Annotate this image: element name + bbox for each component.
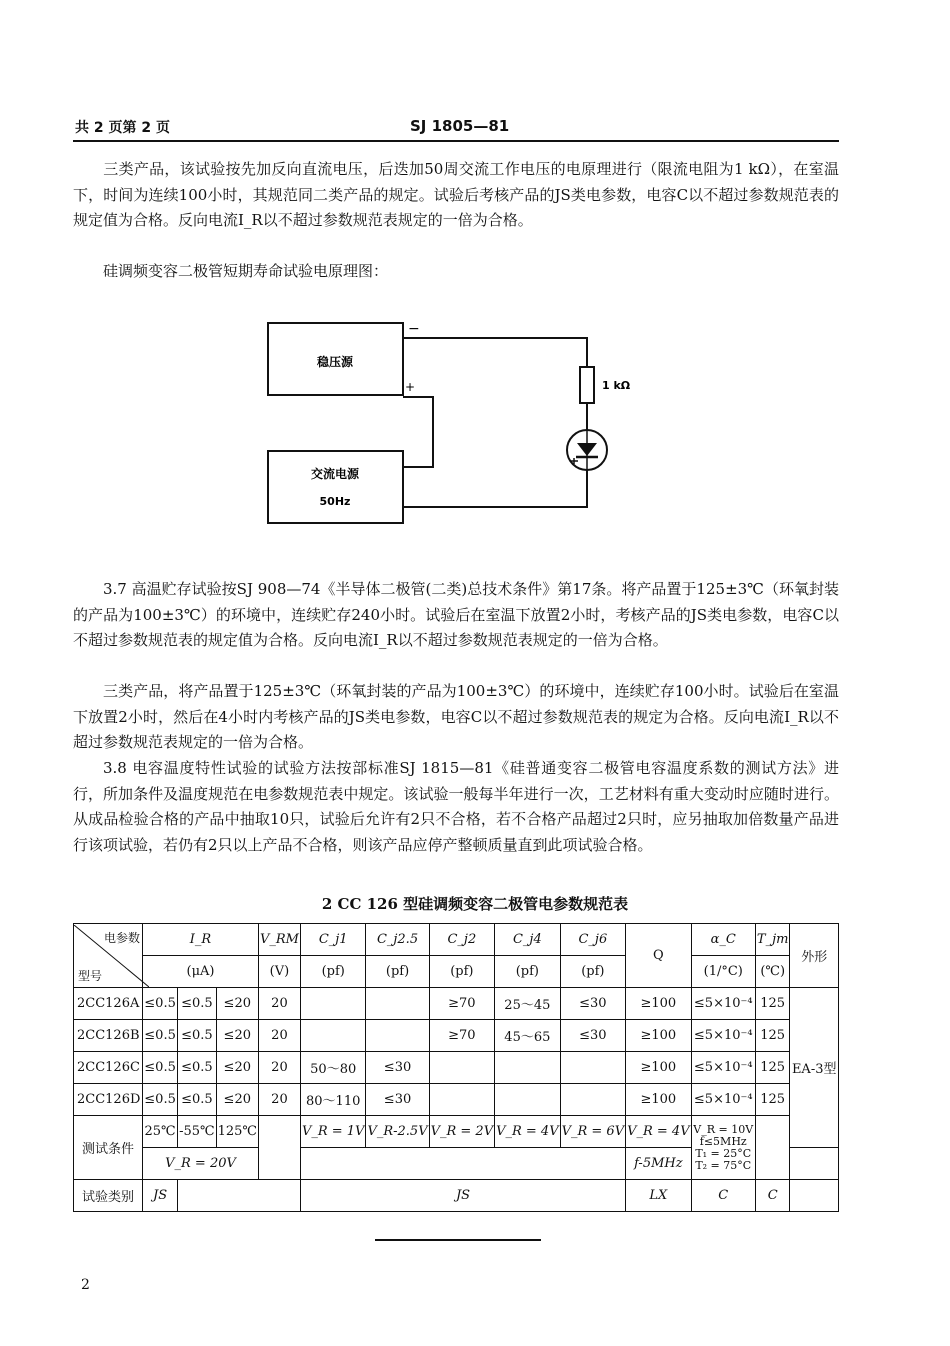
vrm-cell: 20: [258, 1084, 300, 1116]
cj25-cell: [366, 988, 429, 1020]
tjm-cell: 125: [755, 1084, 790, 1116]
test-category-row: [74, 1180, 839, 1212]
vrm-cell: 20: [258, 988, 300, 1020]
model-cell: 2CC126A: [74, 988, 143, 1020]
cond-temp-m55: -55℃: [178, 1116, 216, 1148]
regulator-label: 稳压源: [316, 355, 354, 369]
alpha-c-cell: ≤5×10⁻⁴: [691, 1052, 755, 1084]
cond-temp-25: 25℃: [143, 1116, 178, 1148]
cond-label: 测试条件: [74, 1116, 143, 1180]
vrm-cell: 20: [258, 1052, 300, 1084]
unit-cj2: (pf): [429, 956, 495, 988]
cond-q-f: f-5MHz: [626, 1148, 692, 1180]
wire-minus: [403, 338, 587, 367]
ir-25-cell: ≤0.5: [143, 1084, 178, 1116]
ac-source-label: 交流电源: [310, 467, 360, 481]
cat-blank: [178, 1180, 301, 1212]
end-rule: [375, 1239, 541, 1241]
unit-cj1: (pf): [300, 956, 366, 988]
cond-q-vr: V_R = 4V: [626, 1116, 692, 1148]
q-cell: ≥100: [626, 1052, 692, 1084]
model-cell: 2CC126B: [74, 1020, 143, 1052]
section-3-8-text: 3.8 电容温度特性试验的试验方法按部标准SJ 1815—81《硅普通变容二极管电容温度系数的测试方法》进行，所加条件及温度规范在电参数规范表中规定。该试验一般每半年进行一次，工艺材料有重大变动时应随时进行。从成品检验合格的产品中抽取10只，试验后允许有2只不合格，若不合格产品超过2只时，应另抽取加倍数量产品进行该项试验，若仍有2只以上产品不合格，则该产品应停产整顿质量直到此项试验合格。: [73, 759, 839, 854]
alpha-c-cell: ≤5×10⁻⁴: [691, 1084, 755, 1116]
cond-cj2: V_R = 2V: [429, 1116, 495, 1148]
cat-alpha-c: C: [691, 1180, 755, 1212]
table-caption: 2 CC 126 型硅调频变容二极管电参数规范表: [321, 895, 629, 913]
cond-cj4: V_R = 4V: [495, 1116, 561, 1148]
cond-alpha-c-t2: T₂ = 75°C: [695, 1158, 752, 1172]
page-number: 2: [81, 1277, 90, 1293]
ir-m55-cell: ≤0.5: [178, 1020, 216, 1052]
cj25-cell: [366, 1020, 429, 1052]
ir-125-cell: ≤20: [216, 988, 258, 1020]
table-row: [74, 1020, 839, 1052]
varactor-diode-icon: [567, 430, 607, 470]
ir-25-cell: ≤0.5: [143, 1052, 178, 1084]
diag-bottom-label: 型号: [78, 968, 103, 983]
cj2-cell: [429, 1052, 495, 1084]
header-rule: [73, 140, 839, 142]
table-row: [74, 988, 839, 1020]
unit-alpha-c: (1/°C): [691, 956, 755, 988]
cond-blank: [300, 1148, 625, 1180]
col-shape: 外形: [790, 924, 839, 988]
cj2-cell: [429, 1084, 495, 1116]
alpha-c-cell: ≤5×10⁻⁴: [691, 1020, 755, 1052]
cond-alpha-c-vr: V_R = 10V: [693, 1122, 754, 1136]
resistor: [580, 367, 594, 403]
unit-cj6: (pf): [560, 956, 626, 988]
diagram-intro: [73, 259, 839, 285]
cond-cj6: V_R = 6V: [560, 1116, 626, 1148]
unit-tjm: (℃): [755, 956, 790, 988]
cj1-cell: 80～110: [300, 1084, 366, 1116]
model-cell: 2CC126D: [74, 1084, 143, 1116]
cj2-cell: ≥70: [429, 1020, 495, 1052]
paragraph-third-class-storage: [73, 679, 839, 756]
table-header-row: [74, 924, 839, 956]
plus-sign: +: [405, 380, 416, 394]
alpha-c-cell: ≤5×10⁻⁴: [691, 988, 755, 1020]
cj4-cell: [495, 1084, 561, 1116]
col-q: Q: [626, 924, 692, 988]
cat-shape-blank: [790, 1180, 839, 1212]
wire-return: [403, 470, 587, 507]
ir-m55-cell: ≤0.5: [178, 1084, 216, 1116]
model-cell: 2CC126C: [74, 1052, 143, 1084]
diagonal-header-cell: [74, 924, 143, 988]
paragraph-storage-text: 三类产品，将产品置于125±3℃（环氧封装的产品为100±3℃）的环境中，连续贮存100小时。试验后在室温下放置2小时，然后在4小时内考核产品的JS类电参数，电容C以不超过参数规范表的规定为合格。反向电流I_R以不超过参数规范表规定的一倍为合格。: [73, 682, 839, 751]
q-cell: ≥100: [626, 988, 692, 1020]
parameter-spec-table: [73, 923, 839, 1212]
vrm-cell: 20: [258, 1020, 300, 1052]
col-cj2: C_j2: [429, 924, 495, 956]
q-cell: ≥100: [626, 1084, 692, 1116]
ac-source-frequency: 50Hz: [319, 495, 351, 508]
cat-ir-25: JS: [143, 1180, 178, 1212]
section-3-8: [73, 756, 839, 858]
cond-shape-blank: [790, 1148, 839, 1180]
cj25-cell: ≤30: [366, 1052, 429, 1084]
ir-125-cell: ≤20: [216, 1020, 258, 1052]
cj6-cell: [560, 1052, 626, 1084]
cj25-cell: ≤30: [366, 1084, 429, 1116]
minus-sign: −: [408, 321, 420, 337]
ir-125-cell: ≤20: [216, 1052, 258, 1084]
ir-m55-cell: ≤0.5: [178, 1052, 216, 1084]
cj6-cell: ≤30: [560, 988, 626, 1020]
col-tjm: T_jm: [755, 924, 790, 956]
test-conditions-row: [74, 1116, 839, 1148]
tjm-cell: 125: [755, 1020, 790, 1052]
table-unit-row: [74, 956, 839, 988]
paragraph-text: 三类产品，该试验按先加反向直流电压，后迭加50周交流工作电压的电原理进行（限流电阻为1 kΩ），在室温下，时间为连续100小时，其规范同二类产品的规定。试验后考核产品的JS类电参数，电容C以不超过参数规范表的规定值为合格。反向电流I_R以不超过参数规范表规定的一倍为合格。: [73, 160, 839, 229]
circuit-diagram: [260, 315, 640, 530]
ir-m55-cell: ≤0.5: [178, 988, 216, 1020]
table-row: [74, 1052, 839, 1084]
cj6-cell: [560, 1084, 626, 1116]
col-alpha-c: α_C: [691, 924, 755, 956]
cj6-cell: ≤30: [560, 1020, 626, 1052]
cj1-cell: 50～80: [300, 1052, 366, 1084]
unit-cj4: (pf): [495, 956, 561, 988]
cond-cj25: V_R-2.5V: [366, 1116, 429, 1148]
cond-alpha-c-t1: T₁ = 25°C: [695, 1146, 752, 1160]
ac-source-box: [268, 451, 403, 523]
cat-tjm: C: [755, 1180, 790, 1212]
cj1-cell: [300, 988, 366, 1020]
col-cj6: C_j6: [560, 924, 626, 956]
paragraph-third-class-life: [73, 157, 839, 234]
cond-vrm: [258, 1116, 300, 1180]
tjm-cell: 125: [755, 1052, 790, 1084]
unit-cj25: (pf): [366, 956, 429, 988]
cj2-cell: ≥70: [429, 988, 495, 1020]
ir-25-cell: ≤0.5: [143, 1020, 178, 1052]
diagram-intro-text: 硅调频变容二极管短期寿命试验电原理图：: [103, 262, 389, 280]
page-header-left: 共 2 页第 2 页: [75, 120, 170, 136]
cond-alpha-c: [691, 1116, 755, 1180]
col-cj1: C_j1: [300, 924, 366, 956]
unit-ir: (μA): [143, 956, 259, 988]
ir-25-cell: ≤0.5: [143, 988, 178, 1020]
diag-top-label: 电参数: [104, 930, 141, 945]
unit-vrm: (V): [258, 956, 300, 988]
cat-q: LX: [626, 1180, 692, 1212]
cj4-cell: 45～65: [495, 1020, 561, 1052]
section-3-7: [73, 577, 839, 654]
col-ir: I_R: [143, 924, 259, 956]
section-3-7-text: 3.7 高温贮存试验按SJ 908—74《半导体二极管(二类)总技术条件》第17条。将产品置于125±3℃（环氧封装的产品为100±3℃）的环境中，连续贮存240小时。试验后在室温下放置2小时，考核产品的JS类电参数，电容C以不超过参数规范表的规定值为合格。反向电流I_R以不超过参数规范表规定的一倍为合格。: [73, 580, 839, 649]
tjm-cell: 125: [755, 988, 790, 1020]
wire-plus: [403, 397, 433, 467]
q-cell: ≥100: [626, 1020, 692, 1052]
cond-vr-20: V_R = 20V: [143, 1148, 259, 1180]
col-cj25: C_j2.5: [366, 924, 429, 956]
cj4-cell: 25～45: [495, 988, 561, 1020]
col-vrm: V_RM: [258, 924, 300, 956]
ir-125-cell: ≤20: [216, 1084, 258, 1116]
shape-cell: EA-3型: [790, 988, 839, 1148]
cat-capacitance: JS: [300, 1180, 625, 1212]
col-cj4: C_j4: [495, 924, 561, 956]
cj4-cell: [495, 1052, 561, 1084]
table-row: [74, 1084, 839, 1116]
cat-label: 试验类别: [74, 1180, 143, 1212]
resistor-label: 1 kΩ: [602, 379, 631, 392]
cj1-cell: [300, 1020, 366, 1052]
cond-cj1: V_R = 1V: [300, 1116, 366, 1148]
cond-alpha-c-f: f≤5MHz: [699, 1134, 747, 1148]
cond-tjm: [755, 1116, 790, 1180]
standard-number: SJ 1805—81: [410, 117, 510, 135]
cond-temp-125: 125℃: [216, 1116, 258, 1148]
